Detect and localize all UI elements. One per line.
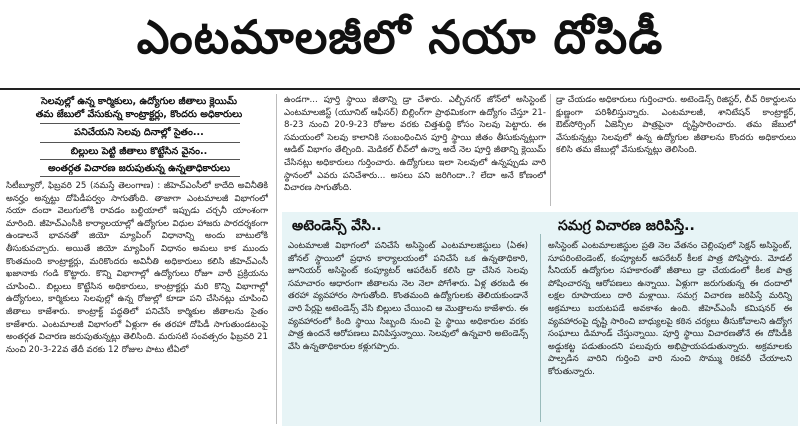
- deck-divider: [40, 159, 240, 160]
- deck-divider: [40, 123, 240, 124]
- box-text-inquiry: అసిస్టెంట్ ఎంటమాలజిస్టుల ప్రతి నెల వేతనం చెల్లింపులో సెక్షన్ అసిస్టెంట్, సూపరింటెండెంట్, కంప్యూటర్ ఆపరేటర్ కీలక పాత్ర పోషిస్తారు. మోడల్ సీనియర్ ఉద్యోగుల సహకారంతో జీతాలు డ్రా చేయడంలో కీలక పాత్ర పోషించారన్న ఆరోపణలు ఉన్నాయి. ఏళ్లుగా జరుగుతున్న ఈ దందాలో లక్షల రూపాయలు దారి మళ్లాయి. సమగ్ర విచారణ జరిపిస్తే మరిన్ని అక్రమాలు బయటపడే అవకాశం ఉంది. జీహెచ్‌ఎంసీ కమిషనర్ ఈ వ్యవహారంపై దృష్టి సారించి బాధ్యులపై కఠిన చర్యలు తీసుకోవాలని ఉద్యోగ సంఘాలు డిమాండ్ చేస్తున్నాయి. పూర్తి స్థాయి విచారణతోనే ఈ దోపిడీకి అడ్డుకట్ట పడుతుందని పలువురు అభిప్రాయపడుతున్నారు. అక్రమాలకు పాల్పడిన వారిని గుర్తించి వారి నుంచి సొమ్ము రికవరీ చేయాలని కోరుతున్నారు.: [548, 241, 792, 377]
- deck-line-2: తమ జేబులో వేసుకున్న కాంట్రాక్టర్లు, కొందరు అధికారులు: [35, 109, 243, 120]
- deck-divider: [40, 176, 240, 177]
- column-divider: [276, 94, 277, 424]
- deck-line-1: సెలవుల్లో ఉన్న కార్మికులు, ఉద్యోగుల జీతాలు క్లెయిమ్: [41, 96, 237, 107]
- headline-rule: [0, 88, 800, 90]
- deck-line-4: బిల్లులు పెట్టి జీతాలు కొట్టేసిన వైనం..: [70, 146, 208, 157]
- box-text-attendance: ఎంటమాలజీ విభాగంలో పనిచేసే అసిస్టెంట్ ఎంటమాలజిస్టులు (ఏఈ) జోనల్ స్థాయిలో ప్రధాన కార్యాలయంలో పనిచేసే ఒక ఉన్నతాధికారి, జూనియర్ అసిస్టెంట్ కంప్యూటర్ ఆపరేటర్ కలిసి డ్రా చేసిన సెలవు సమాచారం ఆధారంగా జీతాలను నెల నెలా పోగేశారు. ఏళ్ల తరబడి ఈ తరహా వ్యవహారం సాగుతోంది. కొంతమంది ఉద్యోగులకు తెలియకుండానే వారి పేర్లపై అటెండెన్స్ వేసి బిల్లులు చేయించి ఆ మొత్తాలను కాజేశారు. ఈ వ్యవహారంలో కింది స్థాయి సిబ్బంది నుంచి పై స్థాయి అధికారుల వరకు పాత్ర ఉందనే ఆరోపణలు వినిపిస్తున్నాయి. సెలవులో ఉన్నవారి అటెండెన్స్ వేసి ఉన్నతాధికారుల కళ్లుగప్పారు.: [288, 241, 528, 352]
- headline: [0, 0, 800, 86]
- deck-line-5: అంతర్గత విచారణ జరుపుతున్న ఉన్నతాధికారులు: [47, 163, 231, 174]
- box-title-attendance: అటెండెన్స్ వేసి..: [292, 218, 382, 234]
- column-divider: [550, 94, 551, 206]
- headline-text: ఎంటమాలజీలో నయా దోపిడీ: [136, 10, 664, 64]
- article-column-2: ఉండగా... పూర్తి స్థాయి జీతాన్ని డ్రా చేశారు. ఎల్బీనగర్ జోన్‌లో అసిస్టెంట్ ఎంటమాలజిస్ట్ (యూనిట్ ఆఫీసర్) బిల్లింగ్‌గా ప్రాథమికంగా ఉద్యోగం చేస్తూ 21-8-23 నుంచి 20-9-23 రోజుల వరకు చిత్తశుద్ధి కోసం సెలవు పెట్టారు. ఈ సమయంలో సెలవు కాలానికి సంబంధించిన పూర్తి స్థాయి జీతం తీసుకున్నట్లుగా ఆడిట్ విభాగం తేల్చింది. మెడికల్ లీవ్‌లో ఉన్నా అదే నెల పూర్తి జీతాన్ని క్లెయిమ్ చేసినట్లు అధికారులు గుర్తించారు. ఉద్యోగులు ఇలా సెలవులో ఉన్నప్పుడు వారి స్థానంలో ఎవరు పనిచేశారు... అసలు పని జరిగిందా..? లేదా అనే కోణంలో విచారణ సాగుతోంది.: [284, 95, 546, 194]
- box-divider: [540, 234, 541, 422]
- article-column-1: సిటీబ్యూరో, ఫిబ్రవరి 25 (నమస్తే తెలంగాణ) : జీహెచ్‌ఎంసీలో కాదేది అవినీతికి అనర్హం అన్నట్టు దోపిడీపర్వం సాగుతోంది. తాజాగా ఎంటమాలజీ విభాగంలో నయా దందా వెలుగులోకి రావడం బల్దియాలో ఇప్పుడు చర్చనీ యాంశంగా మారింది. జీహెచ్‌ఎంసీకి కార్యాలయాల్లో ఉద్యోగుల విధుల హాజరు పారదర్శకంగా ఉండాలనే భావనతో జియో మ్యాపింగ్ విధానాన్ని అందు బాటులోకి తీసుకువచ్చారు. అయితే జియో మ్యాపింగ్ విధానం అమలు కాక ముందు కొంతమంది కాంట్రాక్టర్లు, మరికొందరు అవినీతి అధికారులు కలిసి జీహెచ్‌ఎంసీ ఖజానాకు గండి కొట్టారు. కొన్ని విభాగాల్లో ఉద్యోగులు రోజూ వారీ ప్రక్రియను చూపించి.. బిల్లులు కొట్టేసిన అధికారులు, కాంట్రాక్టర్లు మరి కొన్ని విభాగాల్లో ఉద్యోగులు, కార్మికులు సెలవుల్లో ఉన్న రోజుల్లో కూడా పని చేసినట్లు చూపించి జీతాలు కాజేశారు. కాంట్రాక్ట్ పద్ధతిలో పనిచేసే కార్మికుల జీతాలను సైతం కాజేశారు. ఎంటమాలజీ విభాగంలో ఏళ్లుగా ఈ తరహా దోపిడీ సాగుతుండటంపై అంతర్గత విచారణ జరుపుతున్నట్లు తెలిసింది. మరుసటి సంవత్సరం ఫిబ్రవరి 21 నుంచి 20-3-22వ తేదీ వరకు 12 రోజుల పాటు టీఏలో: [6, 181, 268, 355]
- box-title-inquiry: సమగ్ర విచారణ జరిపిస్తే..: [558, 218, 695, 234]
- article-column-3: డ్రా చేయడం అధికారులు గుర్తించారు. అటెండెన్స్ రిజిస్టర్, లీవ్ రికార్డులను క్షుణ్ణంగా పరిశీలిస్తున్నారు. ఎంటమాలజీ, శానిటేషన్ కాంట్రాక్టర్, ఔట్‌సోర్సింగ్ ఏజెన్సీల పాత్రపైనా దృష్టిసారించారు. తమ జేబులో వేసుకున్నట్లు సెలవులో ఉన్న ఉద్యోగుల జీతాలను కొందరు అధికారులు కలిసి తమ జేబుల్లో వేసుకున్నట్లు తెలిసింది.: [556, 95, 796, 156]
- deck-line-3: పనిచేయని సెలవు దినాల్లో సైతం...: [74, 127, 204, 138]
- deck-divider: [40, 142, 240, 143]
- sidebar-box: [282, 212, 798, 426]
